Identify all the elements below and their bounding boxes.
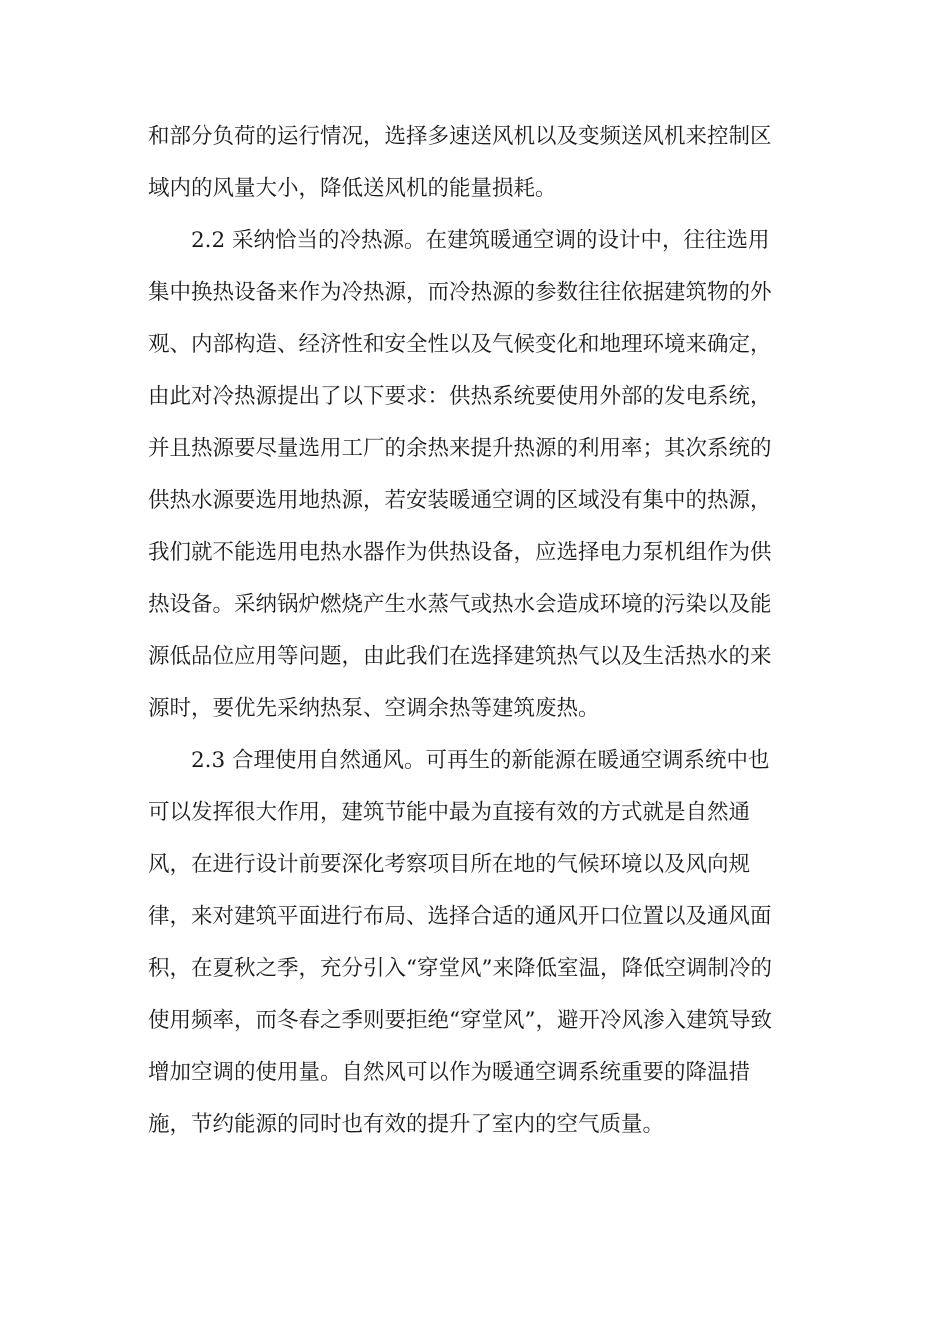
text-line: 增加空调的使用量。自然风可以作为暖通空调系统重要的降温措	[148, 1060, 751, 1085]
text-line: 可以发挥很大作用，建筑节能中最为直接有效的方式就是自然通	[148, 800, 751, 825]
text-line: 热设备。采纳锅炉燃烧产生水蒸气或热水会造成环境的污染以及能	[148, 592, 772, 617]
text-line: 域内的风量大小，降低送风机的能量损耗。	[148, 176, 557, 201]
text-line: 源低品位应用等问题，由此我们在选择建筑热气以及生活热水的来	[148, 644, 772, 669]
text-line: 风，在进行设计前要深化考察项目所在地的气候环境以及风向规	[148, 852, 751, 877]
text-line: 施，节约能源的同时也有效的提升了室内的空气质量。	[148, 1112, 665, 1137]
text-line: 源时，要优先采纳热泵、空调余热等建筑废热。	[148, 696, 600, 721]
text-line: 观、内部构造、经济性和安全性以及气候变化和地理环境来确定，	[148, 332, 772, 357]
section-2-2-heading-line: 2.2 采纳恰当的冷热源。在建筑暖通空调的设计中，往往选用	[191, 228, 770, 253]
text-line: 和部分负荷的运行情况，选择多速送风机以及变频送风机来控制区	[148, 124, 772, 149]
text-line: 并且热源要尽量选用工厂的余热来提升热源的利用率；其次系统的	[148, 436, 772, 461]
text-line: 律，来对建筑平面进行布局、选择合适的通风开口位置以及通风面	[148, 904, 772, 929]
text-line: 由此对冷热源提出了以下要求：供热系统要使用外部的发电系统，	[148, 384, 772, 409]
text-line: 供热水源要选用地热源，若安装暖通空调的区域没有集中的热源，	[148, 488, 772, 513]
text-line: 我们就不能选用电热水器作为供热设备，应选择电力泵机组作为供	[148, 540, 772, 565]
text-line: 集中换热设备来作为冷热源，而冷热源的参数往往依据建筑物的外	[148, 280, 772, 305]
text-line: 使用频率，而冬春之季则要拒绝“穿堂风”，避开冷风渗入建筑导致	[148, 1008, 772, 1033]
text-line: 积，在夏秋之季，充分引入“穿堂风”来降低室温，降低空调制冷的	[148, 956, 772, 981]
section-2-3-heading-line: 2.3 合理使用自然通风。可再生的新能源在暖通空调系统中也	[191, 748, 770, 773]
